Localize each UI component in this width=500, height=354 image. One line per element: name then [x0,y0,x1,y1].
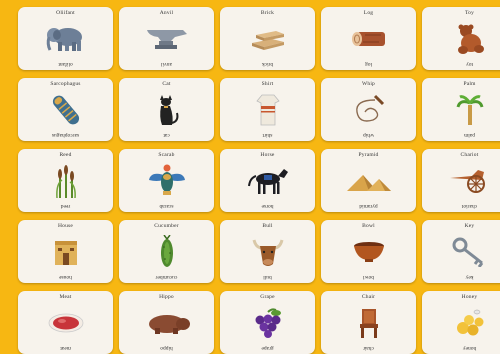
teddy-bear-icon [422,20,500,57]
bull-icon [220,233,315,270]
card-house[interactable] [18,220,113,283]
card-chariot[interactable] [422,149,500,212]
card-label-top: Shirt [261,81,274,87]
house-icon [18,233,113,270]
card-label-top: Honey [461,294,478,300]
card-label-top: Chariot [460,152,479,158]
palm-tree-icon [422,91,500,128]
card-label-top: House [57,223,74,229]
anvil-icon [119,20,214,57]
whip-icon [321,91,416,128]
key-icon [422,233,500,270]
card-anvil[interactable] [119,7,214,70]
honey-icon [422,304,500,341]
card-label-top: Hippo [159,294,174,300]
card-label-bottom: horse [261,203,274,209]
card-label-bottom: bowl [363,274,374,280]
card-hippo[interactable] [119,291,214,354]
card-label-bottom: scarab [159,203,174,209]
card-label-top: Anvil [159,10,174,16]
card-label-top: Key [464,223,475,229]
card-brick[interactable] [220,7,315,70]
chariot-icon [422,162,500,199]
card-bull[interactable] [220,220,315,283]
card-label-top: Log [363,10,374,16]
card-label-top: Chair [361,294,376,300]
card-label-bottom: chariot [461,203,478,209]
card-label-bottom: bull [263,274,272,280]
log-icon [321,20,416,57]
card-label-bottom: hippo [160,345,173,351]
card-key[interactable] [422,220,500,283]
card-shirt[interactable] [220,78,315,141]
card-label-top: Horse [260,152,275,158]
card-label-bottom: cat [163,132,170,138]
card-label-bottom: chair [363,345,374,351]
card-label-bottom: honey [462,345,477,351]
card-label-top: Whip [361,81,376,87]
card-label-top: Pyramid [358,152,379,158]
card-label-bottom: pyramid [359,203,378,209]
card-bowl[interactable] [321,220,416,283]
card-cucumber[interactable] [119,220,214,283]
sarcophagus-icon [18,91,113,128]
card-log[interactable] [321,7,416,70]
card-label-top: Grape [260,294,275,300]
card-label-top: Palm [463,81,476,87]
elephant-icon [18,20,113,57]
card-label-top: Oliifant [56,10,75,16]
card-label-top: Meat [59,294,72,300]
shirt-icon [220,91,315,128]
card-label-bottom: anvil [161,61,172,67]
cat-icon [119,91,214,128]
card-label-top: Toy [464,10,475,16]
card-scarab[interactable] [119,149,214,212]
card-label-bottom: brick [261,61,274,67]
card-label-top: Reed [59,152,72,158]
card-toy[interactable] [422,7,500,70]
card-label-bottom: house [59,274,72,280]
brick-icon [220,20,315,57]
hippo-icon [119,304,214,341]
card-horse[interactable] [220,149,315,212]
card-elephant[interactable] [18,7,113,70]
card-honey[interactable] [422,291,500,354]
card-sarcophagus[interactable] [18,78,113,141]
card-label-bottom: reed [60,203,71,209]
card-label-bottom: key [465,274,474,280]
card-label-top: Bull [262,223,273,229]
card-pyramid[interactable] [321,149,416,212]
card-label-bottom: palm [464,132,475,138]
scarab-icon [119,162,214,199]
bowl-icon [321,233,416,270]
card-label-top: Cat [162,81,171,87]
card-label-top: Bowl [362,223,375,229]
card-label-top: Cucumber [154,223,179,229]
card-grid [18,7,500,354]
card-label-bottom: whip [363,132,374,138]
card-label-top: Scarab [158,152,175,158]
pyramid-icon [321,162,416,199]
card-grape[interactable] [220,291,315,354]
card-chair[interactable] [321,291,416,354]
card-label-bottom: toy [465,61,474,67]
card-label-bottom: shirt [262,132,273,138]
meat-icon [18,304,113,341]
card-label-bottom: sarcophagus [51,132,80,138]
horse-icon [220,162,315,199]
card-label-bottom: olifant [58,61,73,67]
card-label-bottom: log [364,61,373,67]
chair-icon [321,304,416,341]
cucumber-icon [119,233,214,270]
card-reed[interactable] [18,149,113,212]
card-meat[interactable] [18,291,113,354]
grapes-icon [220,304,315,341]
card-label-top: Brick [260,10,275,16]
card-cat[interactable] [119,78,214,141]
card-label-bottom: meat [60,345,71,351]
card-palm[interactable] [422,78,500,141]
card-label-top: Sarcophagus [50,81,81,87]
card-whip[interactable] [321,78,416,141]
reed-icon [18,162,113,199]
card-label-bottom: grape [261,345,274,351]
card-label-bottom: cucumber [155,274,178,280]
